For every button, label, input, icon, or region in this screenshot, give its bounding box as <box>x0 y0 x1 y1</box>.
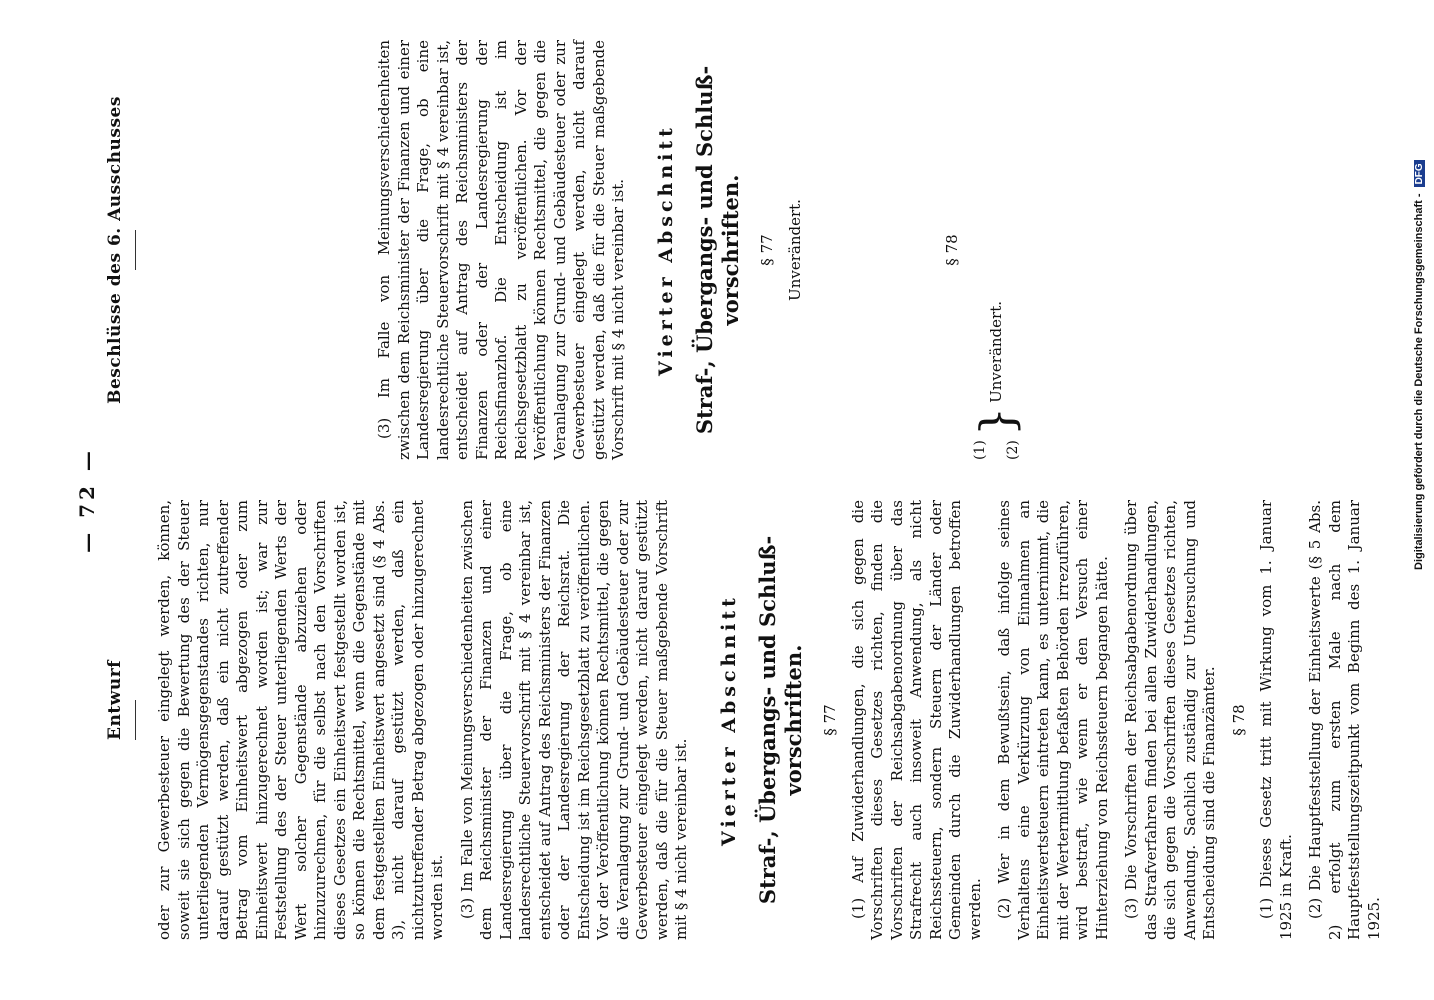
left-column <box>155 500 1394 940</box>
right-heading-rule <box>135 230 136 270</box>
left-s77-paragraph-2: (2) Wer in dem Bewußtsein, daß infolge seines Verhaltens eine Verkürzung von Einnahmen an Einheitswertsteuern eintreten kann, es unternimmt, die mit der Wertermittlung befaßten Behörden irrezuführen, wird bestraft, wie wenn er den Versuch einer Hinterziehung von Reichssteuern begangen hätte. <box>995 500 1111 940</box>
dfg-logo: DFG <box>1414 160 1425 187</box>
right-s78-bracket-group <box>971 40 1024 460</box>
right-section-78-number: § 78 <box>943 234 961 266</box>
bracket-number-2: (2) <box>1005 440 1021 460</box>
digitization-credit-sidebar <box>1410 10 1432 570</box>
left-column-heading: Entwurf <box>105 660 125 740</box>
left-s78-paragraph-2: (2) Die Hauptfeststellung der Einheitswerte (§ 5 Abs. 2) erfolgt zum ersten Male nach dem Hauptfeststellungszeitpunkt vom Beginn des 1. Januar 1925. <box>1306 500 1383 940</box>
left-paragraph-1: oder zur Gewerbesteuer eingelegt werden, können, soweit sie sich gegen die Bewertung des der Steuer unterliegenden Vermögensgegenstandes richten, nur darauf gestützt werden, daß ein nicht zutreffender Betrag vom Einheitswert abgezogen oder zum Einheitswert hinzugerechnet worden ist; war zur Feststellung des der Steuer unterliegenden Werts der Wert solcher Gegenstände abzuziehen oder hinzuzurechnen, für die selbst nach den Vorschriften dieses Gesetzes ein Einheitswert festgestellt worden ist, so können die Rechtsmittel, wenn die Gegenstände mit dem festgestellten Einheitswert angesetzt sind (§ 4 Abs. 3), nicht darauf gestützt werden, daß ein nichtzutreffender Betrag abgezogen oder hinzugerechnet worden ist. <box>155 500 446 940</box>
right-column-blank-space-2 <box>265 40 375 460</box>
right-s77-unchanged: Unverändert. <box>785 199 804 301</box>
page-number: — 72 — <box>75 447 99 553</box>
left-heading-rule <box>135 700 136 740</box>
right-column-heading: Beschlüsse des 6. Ausschusses <box>105 96 125 404</box>
left-s77-paragraph-1: (1) Auf Zuwiderhandlungen, die sich gegen die Vorschriften dieses Gesetzes richten, finden die Vorschriften der Reichsabgabenordnung über das Strafrecht auch insoweit Anwendung, als nicht Reichssteuern, sondern Steuern der Länder oder Gemeinden durch die Zuwiderhandlungen betroffen werden. <box>848 500 984 940</box>
bracket-numbers <box>971 440 1024 460</box>
bracket-number-1: (1) <box>971 440 988 460</box>
credit-text: Digitalisierung gefördert durch die Deutsche Forschungsgemeinschaft - <box>1413 193 1425 570</box>
right-column <box>155 40 1024 460</box>
right-column-spacer <box>815 40 875 460</box>
left-section-subtitle: Straf-, Übergangs- und Schluß-vorschriften. <box>755 535 806 905</box>
right-section-title: Vierter Abschnitt <box>654 124 677 376</box>
left-section-78-number: § 78 <box>1229 704 1248 736</box>
left-s77-paragraph-3: (3) Die Vorschriften der Reichsabgabenordnung über das Strafverfahren finden bei allen Zuwiderhandlungen, die sich gegen die Vorschriften dieses Gesetzes richten, Anwendung. Sachlich zuständig zur Untersuchung und Entscheidung sind die Finanzämter. <box>1122 500 1218 940</box>
right-s78-unchanged: Unverändert. <box>987 301 1006 403</box>
curly-brace-icon: } <box>970 406 1024 437</box>
right-column-blank-space <box>155 40 265 460</box>
left-section-77-number: § 77 <box>821 704 839 736</box>
left-paragraph-3: (3) Im Falle von Meinungsverschiedenheiten zwischen dem Reichsminister der Finanzen und einer Landesregierung über die Frage, ob eine landesrechtliche Steuervorschrift mit § 4 vereinbar ist, entscheidet auf Antrag des Reichsministers der Finanzen oder der Landesregierung der Reichsrat. Die Entscheidung ist im Reichsgesetzblatt zu veröffentlichen. Vor der Veröffentlichung können Rechtsmittel, die gegen die Veranlagung zur Grund- und Gebäudesteuer oder zur Gewerbesteuer eingelegt werden, nicht darauf gestützt werden, daß die für die Steuer maßgebende Vorschrift mit § 4 nicht vereinbar ist. <box>457 500 690 940</box>
left-section-title: Vierter Abschnitt <box>717 594 740 846</box>
right-section-subtitle: Straf-, Übergangs- und Schluß-vorschriften. <box>692 65 743 435</box>
right-section-77-number: § 77 <box>758 234 776 266</box>
right-paragraph-3: (3) Im Falle von Meinungsverschiedenheiten zwischen dem Reichsminister der Finanzen und einer Landesregierung über die Frage, ob eine landesrechtliche Steuervorschrift mit § 4 vereinbar ist, entscheidet auf Antrag des Reichsministers der Finanzen oder der Landesregierung der Reichsfinanzhof. Die Entscheidung ist im Reichsgesetzblatt zu veröffentlichen. Vor der Veröffentlichung können Rechtsmittel, die gegen die Veranlagung zur Grund- und Gebäudesteuer oder zur Gewerbesteuer eingelegt werden, nicht darauf gestützt werden, daß die für die Steuer maßgebende Vorschrift mit § 4 nicht vereinbar ist. <box>375 40 627 460</box>
right-column-spacer-2 <box>875 40 935 460</box>
digitization-credit <box>1413 160 1425 570</box>
left-s78-paragraph-1: (1) Dieses Gesetz tritt mit Wirkung vom 1. Januar 1925 in Kraft. <box>1257 500 1295 940</box>
